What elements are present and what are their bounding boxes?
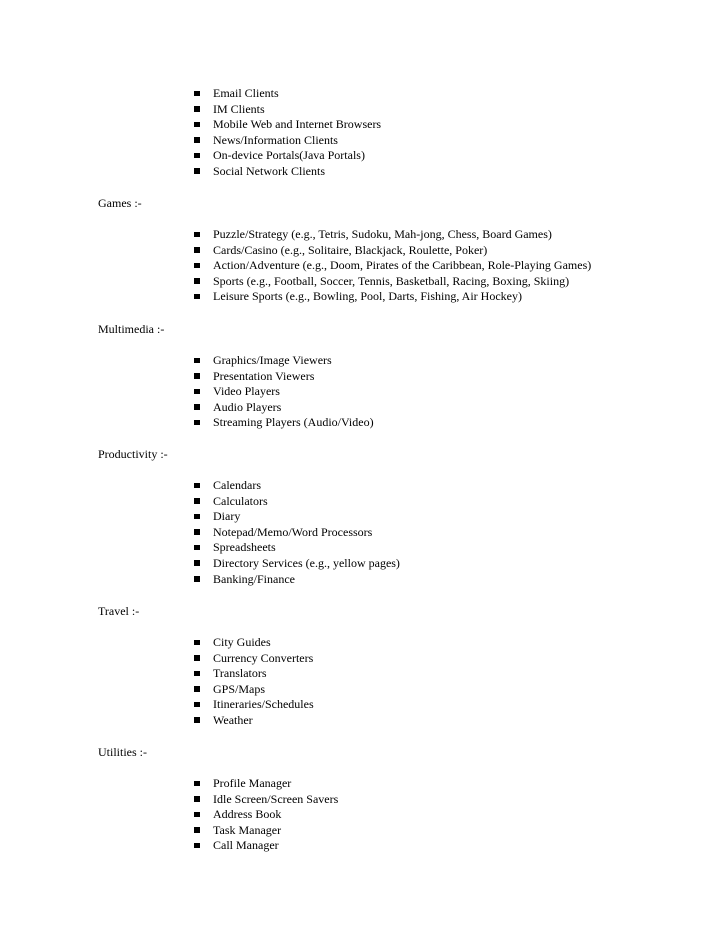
list-item-text: Task Manager — [213, 822, 282, 837]
section-heading-travel: Travel :- — [98, 604, 140, 618]
section-heading-multimedia: Multimedia :- — [98, 322, 165, 336]
square-bullet-icon — [194, 373, 200, 379]
list-item-text: Social Network Clients — [213, 163, 325, 178]
list-item-text: Spreadsheets — [213, 540, 276, 555]
square-bullet-icon — [194, 358, 200, 364]
square-bullet-icon — [194, 545, 200, 551]
square-bullet-icon — [194, 686, 200, 692]
list-item-text: Idle Screen/Screen Savers — [213, 791, 339, 806]
list-item-text: GPS/Maps — [213, 681, 266, 696]
list-item-text: City Guides — [213, 635, 271, 649]
list-item-text: Currency Converters — [213, 650, 314, 665]
list-item-text: Call Manager — [213, 838, 279, 853]
list-item-text: Translators — [213, 666, 267, 681]
square-bullet-icon — [194, 498, 200, 504]
list-item-text: Banking/Finance — [213, 571, 295, 586]
square-bullet-icon — [194, 168, 200, 174]
list-item-text: Email Clients — [213, 86, 279, 100]
list-item-text: Video Players — [213, 384, 280, 399]
list-item-text: Streaming Players (Audio/Video) — [213, 415, 374, 430]
square-bullet-icon — [194, 137, 200, 143]
square-bullet-icon — [194, 827, 200, 833]
square-bullet-icon — [194, 843, 200, 849]
square-bullet-icon — [194, 247, 200, 253]
square-bullet-icon — [194, 294, 200, 300]
list-item-text: Presentation Viewers — [213, 368, 315, 383]
square-bullet-icon — [194, 671, 200, 677]
square-bullet-icon — [194, 796, 200, 802]
list-item-text: Weather — [213, 712, 253, 727]
square-bullet-icon — [194, 483, 200, 489]
list-item-text: Cards/Casino (e.g., Solitaire, Blackjack, Roulette, Poker) — [213, 242, 488, 257]
list-item-text: Address Book — [213, 807, 282, 822]
list-item-text: Calculators — [213, 493, 268, 508]
square-bullet-icon — [194, 717, 200, 723]
section-heading-utilities: Utilities :- — [98, 745, 147, 759]
list-item-text: News/Information Clients — [213, 132, 338, 147]
square-bullet-icon — [194, 812, 200, 818]
square-bullet-icon — [194, 702, 200, 708]
list-item-text: Notepad/Memo/Word Processors — [213, 524, 373, 539]
square-bullet-icon — [194, 232, 200, 238]
list-item-text: Profile Manager — [213, 776, 292, 790]
square-bullet-icon — [194, 404, 200, 410]
square-bullet-icon — [194, 514, 200, 520]
square-bullet-icon — [194, 263, 200, 269]
square-bullet-icon — [194, 153, 200, 159]
square-bullet-icon — [194, 655, 200, 661]
square-bullet-icon — [194, 781, 200, 787]
list-item-text: Action/Adventure (e.g., Doom, Pirates of the Caribbean, Role-Playing Games) — [213, 258, 592, 273]
square-bullet-icon — [194, 640, 200, 646]
list-item-text: Graphics/Image Viewers — [213, 353, 332, 367]
square-bullet-icon — [194, 278, 200, 284]
list-item-text: Sports (e.g., Football, Soccer, Tennis, Basketball, Racing, Boxing, Skiing) — [213, 273, 570, 288]
square-bullet-icon — [194, 122, 200, 128]
section-heading-games: Games :- — [98, 196, 142, 210]
list-item-text: Leisure Sports (e.g., Bowling, Pool, Darts, Fishing, Air Hockey) — [213, 289, 522, 304]
square-bullet-icon — [194, 420, 200, 426]
list-item-text: Audio Players — [213, 399, 282, 414]
list-item-text: Itineraries/Schedules — [213, 697, 314, 712]
square-bullet-icon — [194, 91, 200, 97]
square-bullet-icon — [194, 576, 200, 582]
list-item-text: Calendars — [213, 478, 261, 492]
list-item-text: On-device Portals(Java Portals) — [213, 148, 365, 163]
list-item-text: IM Clients — [213, 101, 265, 116]
list-item-text: Puzzle/Strategy (e.g., Tetris, Sudoku, Mah-jong, Chess, Board Games) — [213, 227, 552, 241]
list-item-text: Mobile Web and Internet Browsers — [213, 117, 382, 132]
square-bullet-icon — [194, 389, 200, 395]
square-bullet-icon — [194, 106, 200, 112]
list-item-text: Directory Services (e.g., yellow pages) — [213, 555, 400, 570]
square-bullet-icon — [194, 529, 200, 535]
list-item-text: Diary — [213, 509, 241, 524]
section-heading-productivity: Productivity :- — [98, 447, 168, 461]
square-bullet-icon — [194, 560, 200, 566]
